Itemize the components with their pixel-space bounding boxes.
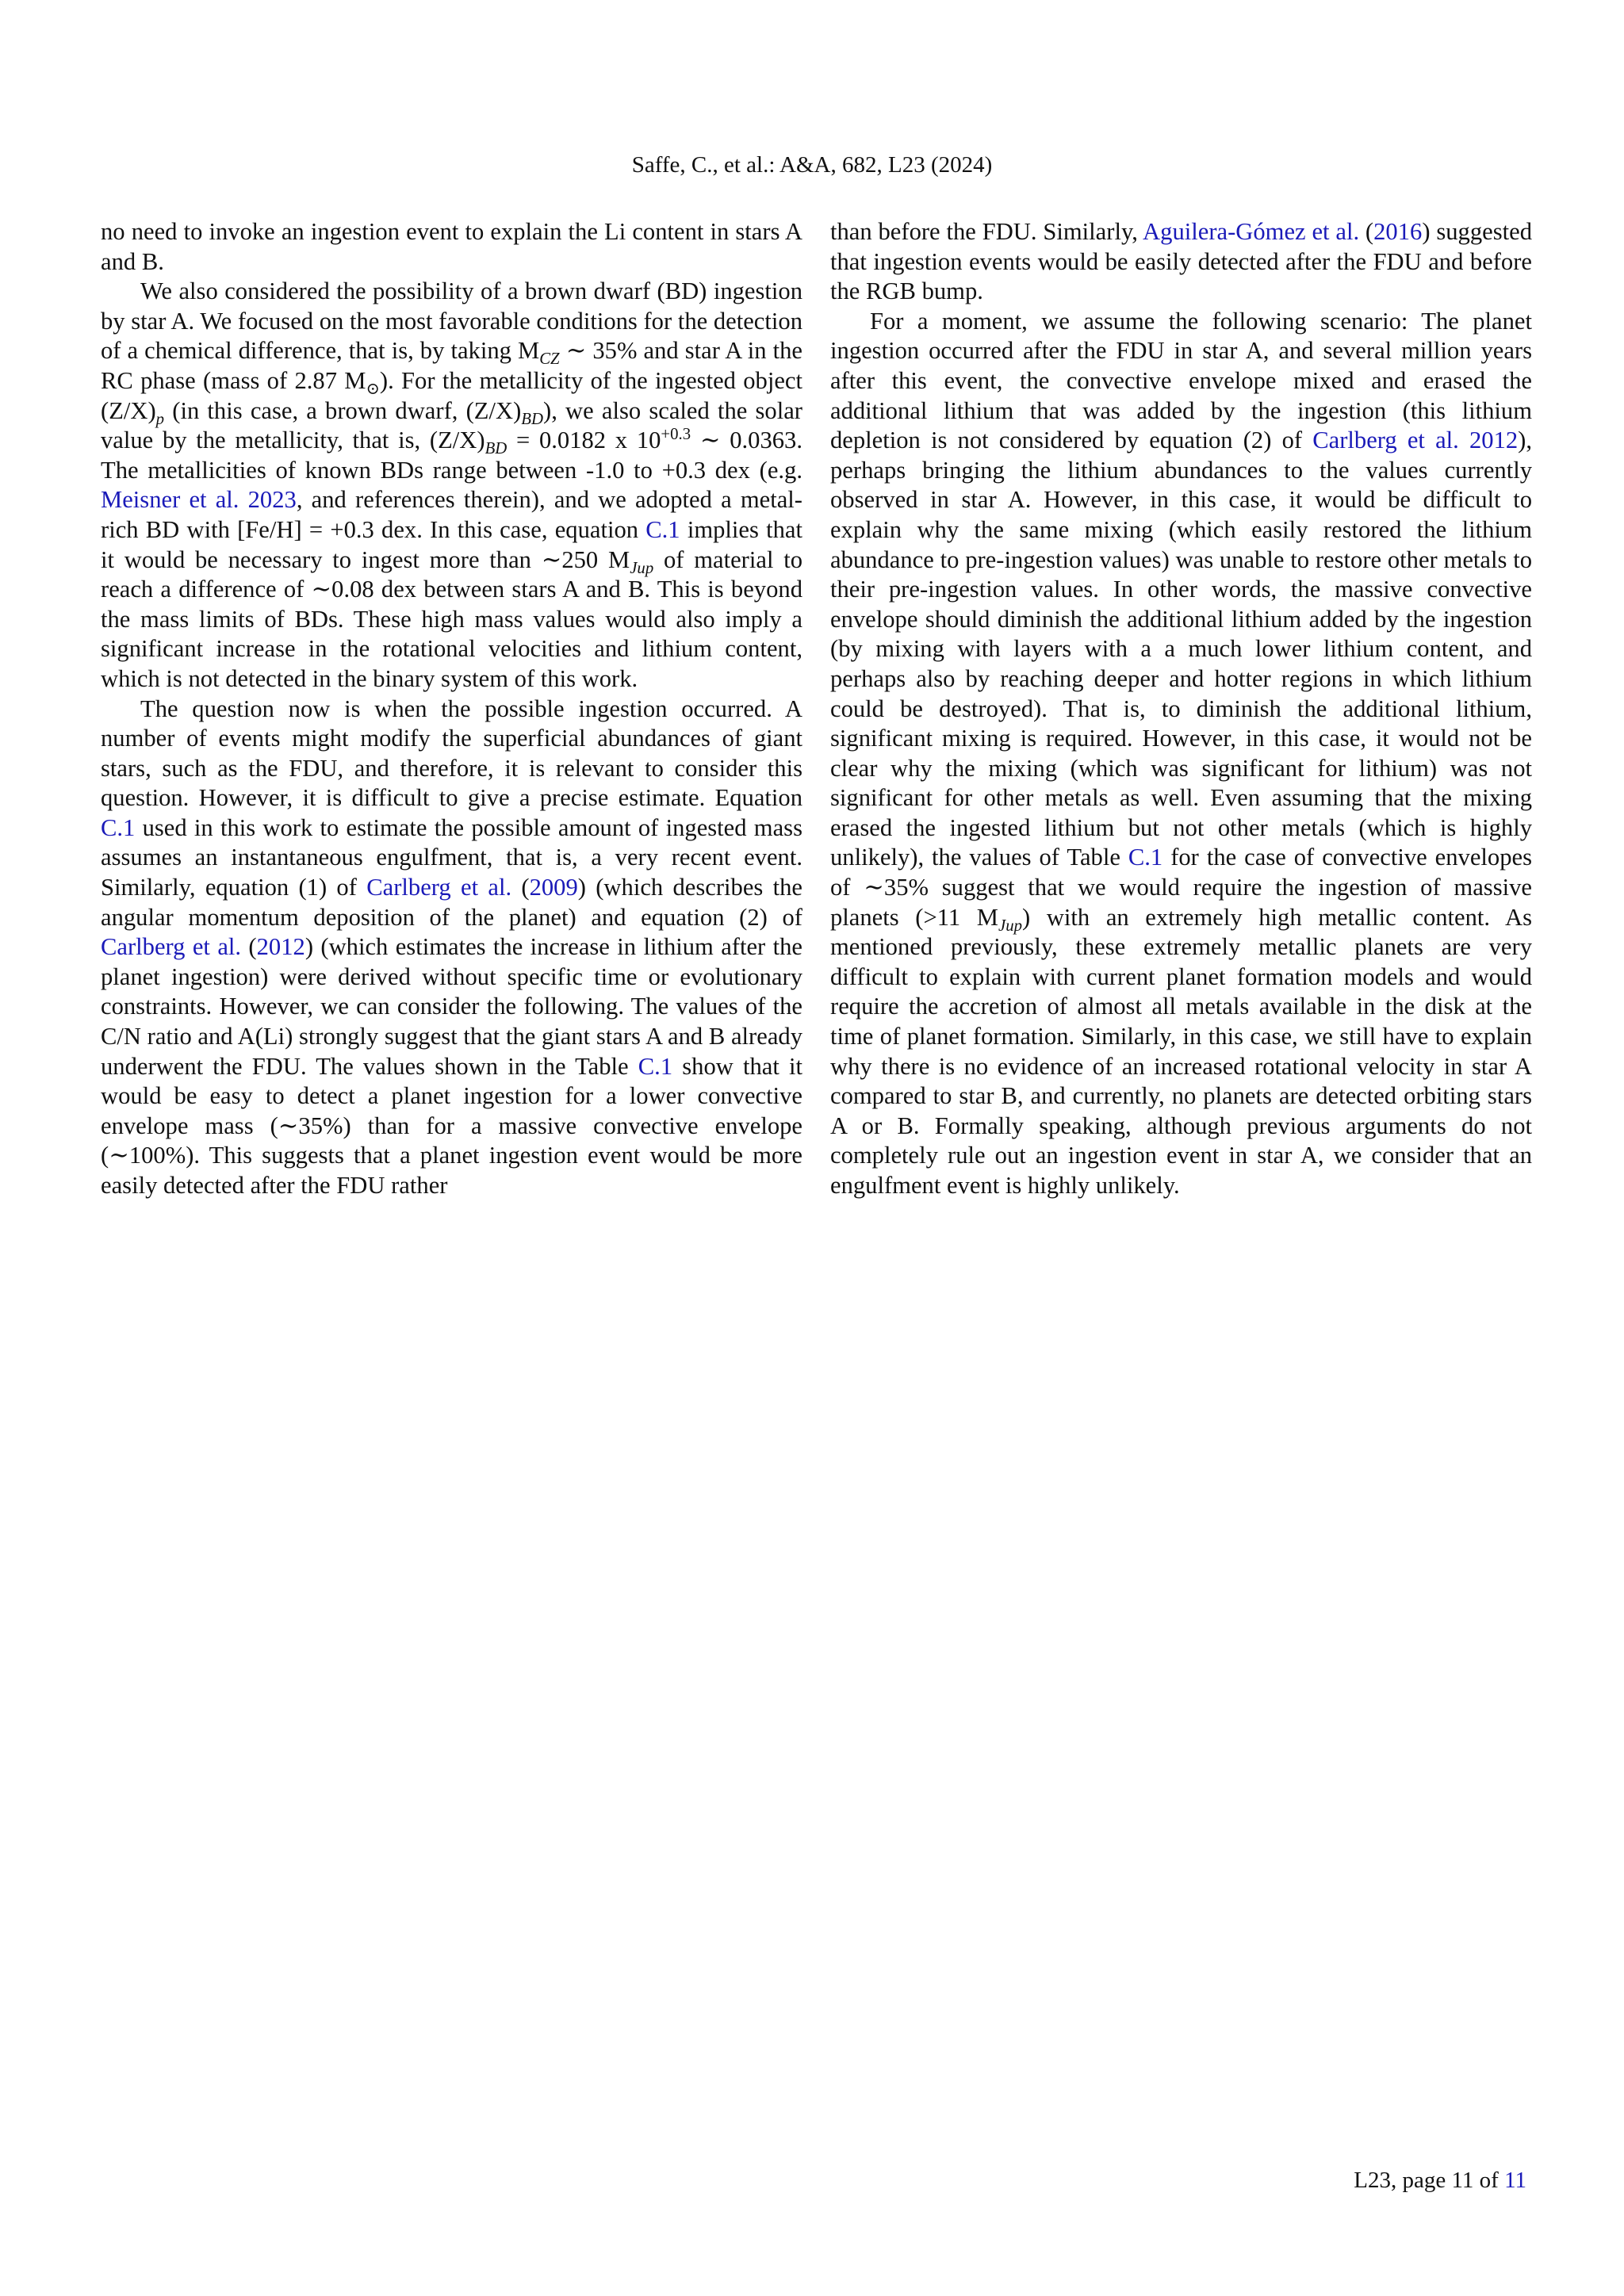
- text: ∼ 35% and star A in the RC phase (mass of 2.87 M: [101, 337, 802, 394]
- text: ∼ 0.0363. The metallicities of known BDs range between -1.0 to +0.3 dex (e.g.: [101, 427, 802, 484]
- text: ) (which describes the angular momentum deposition of the planet) and equation (2) of: [101, 874, 802, 931]
- text: We also considered the possibility of a brown dwarf (BD) ingestion by star A. We focused on the most favorable conditions for the detection of a chemical difference, that is, by taking M: [101, 277, 802, 365]
- running-head: Saffe, C., et al.: A&A, 682, L23 (2024): [631, 152, 993, 178]
- citation-link-year-2009[interactable]: 2009: [529, 874, 578, 901]
- text: ) with an extremely high metallic content. As mentioned previously, these extremely metallic planets are very difficult to explain with current planet formation models and would require the accretion of almost all metals available in the disk at the time of planet formation. Similarly, in this case, we still have to explain why there is no evidence of an increased rotational velocity in star A compared to star B, and currently, no planets are detected orbiting stars A or B. Formally speaking, although previous arguments do not completely rule out an ingestion event in star A, we consider that an engulfment event is highly unlikely.: [830, 903, 1532, 1199]
- citation-link-carlberg[interactable]: Carlberg et al.: [366, 874, 512, 901]
- text: ) suggested that ingestion events would be easily detected after the FDU and before the RGB bump.: [830, 218, 1532, 305]
- text: For a moment, we assume the following scenario: The planet ingestion occurred after the FDU in star A, and several million years after this event, the convective envelope mixed and erased the additional lithium that was added by the ingestion (this lithium depletion is not considered by equation (2) of: [830, 307, 1532, 454]
- subscript-bd: BD: [485, 439, 508, 458]
- text: used in this work to estimate the possible amount of ingested mass assumes an instantaneous engulfment, that is, a very recent event. Similarly, equation (1) of: [101, 813, 802, 901]
- text: The question now is when the possible ingestion occurred. A number of events might modify the superficial abundances of giant stars, such as the FDU, and therefore, it is relevant to consider this question. However, it is difficult to give a precise estimate. Equation: [101, 695, 802, 812]
- subscript-cz: CZ: [539, 350, 560, 369]
- subscript-p: p: [155, 409, 165, 428]
- left-column: [101, 217, 802, 1201]
- text: ), we also scaled the solar value by the metallicity, that is, (Z/X): [101, 396, 803, 454]
- citation-link-year-2016[interactable]: 2016: [1373, 218, 1423, 245]
- text: , and references therein), and we adopted a metal-rich BD with [Fe/H] = +0.3 dex. In this case, equation: [101, 486, 802, 543]
- paragraph-li-content: no need to invoke an ingestion event to explain the Li content in stars A and B.: [101, 218, 802, 275]
- text: ). For the metallicity of the ingested object (Z/X): [101, 366, 802, 424]
- total-pages-link[interactable]: 11: [1504, 2168, 1526, 2193]
- text: show that it would be easy to detect a planet ingestion for a lower convective envelope mass (∼35%) than for a massive convective envelope (∼100%). This suggests that a planet ingestion event would be more easily detected after the FDU rather: [101, 1052, 803, 1199]
- superscript-exponent: +0.3: [661, 424, 691, 443]
- right-column: [830, 217, 1532, 1201]
- text: for the case of convective envelopes of ∼35% suggest that we would require the ingestion of massive planets (>11 M: [830, 844, 1532, 931]
- table-link-c1[interactable]: C.1: [638, 1052, 673, 1080]
- citation-link-carlberg[interactable]: Carlberg et al.: [101, 933, 242, 961]
- text: (in this case, a brown dwarf, (Z/X): [164, 396, 522, 424]
- citation-link-meisner[interactable]: Meisner et al. 2023: [101, 486, 297, 514]
- page-footer: [952, 2167, 1526, 2194]
- citation-link-carlberg-2012[interactable]: Carlberg et al. 2012: [1312, 427, 1519, 454]
- text: (: [511, 874, 530, 901]
- equation-link-c1[interactable]: C.1: [645, 515, 680, 543]
- paragraph-brown-dwarf: [101, 277, 802, 694]
- paragraph-fdu-continuation: [830, 217, 1532, 307]
- text: = 0.0182 x 10: [507, 427, 661, 454]
- table-link-c1[interactable]: C.1: [1128, 844, 1163, 871]
- text: (: [1359, 218, 1374, 245]
- text: (: [241, 933, 257, 961]
- text: ), perhaps bringing the lithium abundances to the values currently observed in star A. However, in this case, it would be difficult to explain why the same mixing (which easily restored the lithium abundance to pre-ingestion values) was unable to restore other metals to their pre-ingestion values. In other words, the massive convective envelope should diminish the additional lithium added by the ingestion (by mixing with layers with a a much lower lithium content, and perhaps also by reaching deeper and hotter regions in which lithium could be destroyed). That is, to diminish the additional lithium, significant mixing is required. However, in this case, it would not be clear why the mixing (which was significant for lithium) was not significant for other metals as well. Even assuming that the mixing erased the ingested lithium but not other metals (which is highly unlikely), the values of Table: [830, 427, 1533, 871]
- page-number-label: L23, page 11 of: [1354, 2168, 1505, 2193]
- paragraph-scenario: [830, 307, 1532, 1201]
- subscript-jup: Jup: [630, 558, 654, 577]
- equation-link-c1[interactable]: C.1: [101, 813, 136, 841]
- paragraph-ingestion-timing: [101, 695, 802, 1201]
- subscript-jup: Jup: [998, 916, 1023, 935]
- sun-symbol: ⊙: [366, 380, 380, 399]
- citation-link-aguilera-gomez[interactable]: Aguilera-Gómez et al.: [1143, 218, 1360, 245]
- text: of material to reach a difference of ∼0.08 dex between stars A and B. This is beyond the mass limits of BDs. These high mass values would also imply a significant increase in the rotational velocities and lithium content, which is not detected in the binary system of this work.: [101, 545, 802, 692]
- subscript-bd: BD: [521, 409, 543, 428]
- citation-link-year-2012[interactable]: 2012: [256, 933, 305, 961]
- text: than before the FDU. Similarly,: [830, 218, 1143, 245]
- text: implies that it would be necessary to ingest more than ∼250 M: [101, 515, 802, 573]
- text: ) (which estimates the increase in lithium after the planet ingestion) were derived without specific time or evolutionary constraints. However, we can consider the following. The values of the C/N ratio and A(Li) strongly suggest that the giant stars A and B already underwent the FDU. The values shown in the Table: [101, 933, 802, 1080]
